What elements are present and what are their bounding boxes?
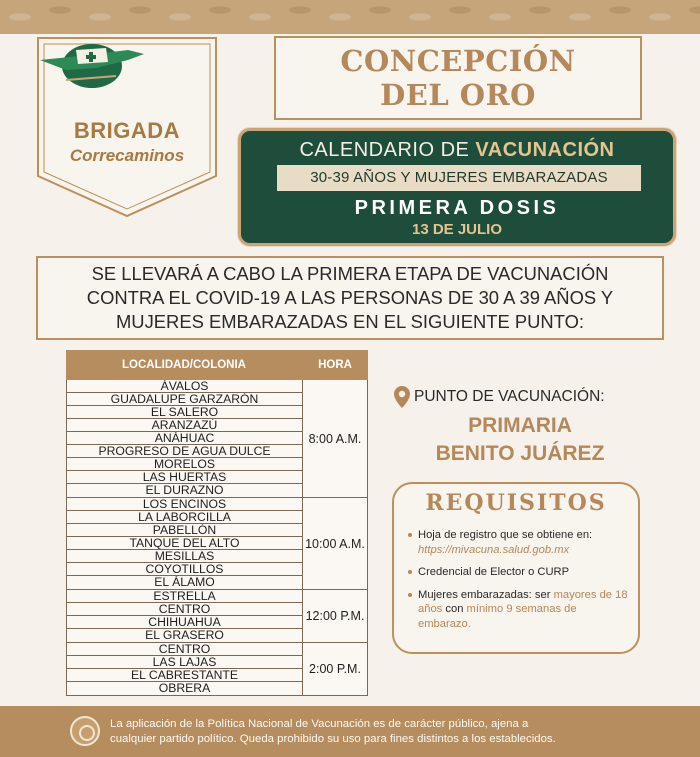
table-row: LA LABORCILLA bbox=[67, 511, 302, 524]
table-row: ÁVALOS bbox=[67, 380, 302, 393]
table-row: EL CABRESTANTE bbox=[67, 669, 302, 682]
government-seal-icon bbox=[70, 716, 100, 746]
table-row: GUADALUPE GARZARÓN bbox=[67, 393, 302, 406]
requirement-item bbox=[408, 588, 632, 632]
requirement-3-mid: con bbox=[445, 603, 464, 615]
schedule-group bbox=[66, 643, 368, 696]
footer-line-1: La aplicación de la Política Nacional de Vacunación es de carácter público, ajena a bbox=[110, 718, 529, 730]
table-row: ANÁHUAC bbox=[67, 432, 302, 445]
municipality-title bbox=[274, 36, 642, 120]
announcement-line-1: SE LLEVARÁ A CABO LA PRIMERA ETAPA DE VACUNACIÓN bbox=[91, 263, 609, 284]
brigada-shield bbox=[36, 36, 218, 218]
schedule-time: 8:00 A.M. bbox=[308, 431, 362, 446]
table-row: EL ÁLAMO bbox=[154, 576, 215, 589]
table-row: ARANZAZÚ bbox=[67, 419, 302, 432]
vaccination-point-label bbox=[394, 384, 654, 410]
table-row: ESTRELLA bbox=[67, 590, 302, 603]
vaccination-point-label-text: PUNTO DE VACUNACIÓN: bbox=[414, 388, 605, 405]
announcement-line-3: MUJERES EMBARAZADAS EN EL SIGUIENTE PUNTO: bbox=[115, 311, 585, 332]
table-row: EL SALERO bbox=[67, 406, 302, 419]
table-row: EL DURAZNO bbox=[145, 484, 224, 497]
table-row: TANQUE DEL ALTO bbox=[67, 537, 302, 550]
requirement-3-text: Mujeres embarazadas: ser bbox=[418, 588, 551, 601]
vaccination-point-name-line-2: BENITO JUÁREZ bbox=[435, 442, 605, 465]
table-row: LOS ENCINOS bbox=[67, 498, 302, 511]
calendar-title bbox=[241, 139, 673, 162]
calendar-title-prefix: CALENDARIO DE bbox=[299, 139, 470, 161]
top-decorative-band bbox=[0, 0, 700, 34]
schedule-group bbox=[66, 590, 368, 643]
requirement-3-highlight-weeks: mínimo 9 semanas de embarazo. bbox=[418, 603, 577, 630]
municipality-line-2: DEL ORO bbox=[380, 78, 536, 112]
schedule-group bbox=[66, 498, 368, 590]
schedule-time: 12:00 P.M. bbox=[305, 609, 365, 623]
header-location: LOCALIDAD/COLONIA bbox=[122, 359, 246, 371]
announcement-box bbox=[36, 256, 664, 340]
brand-title: BRIGADA bbox=[73, 118, 181, 143]
requirement-2-text: Credencial de Elector o CURP bbox=[418, 566, 570, 578]
dose-label: PRIMERA DOSIS bbox=[354, 197, 560, 219]
table-row: COYOTILLOS bbox=[67, 563, 302, 576]
vaccination-calendar-panel bbox=[238, 128, 676, 246]
schedule-table bbox=[66, 350, 368, 696]
requirement-3-highlight-age: mayores de 18 años bbox=[418, 588, 628, 615]
dose-date: 13 DE JULIO bbox=[411, 221, 503, 238]
vaccination-point-name-line-1: PRIMARIA bbox=[468, 414, 572, 437]
schedule-group-locations bbox=[67, 498, 303, 589]
table-row: PROGRESO DE AGUA DULCE bbox=[67, 445, 302, 458]
header-time: HORA bbox=[318, 359, 352, 371]
schedule-group-locations bbox=[67, 380, 303, 497]
table-row: EL GRASERO bbox=[145, 629, 224, 642]
table-row: CHIHUAHUA bbox=[67, 616, 302, 629]
location-pin-icon bbox=[394, 386, 410, 408]
calendar-title-emphasis: VACUNACIÓN bbox=[475, 139, 615, 161]
table-row: MORELOS bbox=[67, 458, 302, 471]
table-row: OBRERA bbox=[158, 682, 211, 695]
vaccination-point-name bbox=[390, 412, 650, 468]
schedule-header-row bbox=[66, 350, 368, 380]
table-row: CENTRO bbox=[67, 643, 302, 656]
schedule-time: 10:00 A.M. bbox=[305, 536, 365, 551]
requirements-box bbox=[392, 482, 640, 654]
table-row: LAS LAJAS bbox=[67, 656, 302, 669]
announcement-line-2: CONTRA EL COVID-19 A LAS PERSONAS DE 30 A 39 AÑOS Y bbox=[86, 287, 614, 308]
roadrunner-logo-icon bbox=[36, 36, 146, 96]
table-row: CENTRO bbox=[67, 603, 302, 616]
requirement-1-text: Hoja de registro que se obtiene en: bbox=[418, 529, 593, 541]
schedule-group bbox=[66, 380, 368, 498]
schedule-time: 2:00 P.M. bbox=[309, 662, 361, 676]
table-row: MESILLAS bbox=[67, 550, 302, 563]
registration-link[interactable]: https://mivacuna.salud.gob.mx bbox=[418, 543, 570, 556]
municipality-line-1: CONCEPCIÓN bbox=[340, 44, 576, 78]
requirement-item bbox=[408, 528, 632, 557]
schedule-group-locations bbox=[67, 590, 303, 642]
requirements-title: REQUISITOS bbox=[425, 490, 607, 516]
schedule-body bbox=[66, 380, 368, 696]
brand-subtitle: Correcaminos bbox=[69, 146, 185, 165]
footer-line-2: cualquier partido político. Queda prohibido su uso para fines distintos a los establecidos. bbox=[110, 733, 556, 745]
requirement-item bbox=[408, 565, 632, 580]
table-row: LAS HUERTAS bbox=[67, 471, 302, 484]
requirements-list bbox=[408, 528, 632, 639]
age-group-banner: 30-39 AÑOS Y MUJERES EMBARAZADAS bbox=[277, 165, 641, 191]
schedule-group-locations bbox=[67, 643, 303, 695]
footer-disclaimer bbox=[110, 717, 670, 747]
table-row: PABELLÓN bbox=[67, 524, 302, 537]
